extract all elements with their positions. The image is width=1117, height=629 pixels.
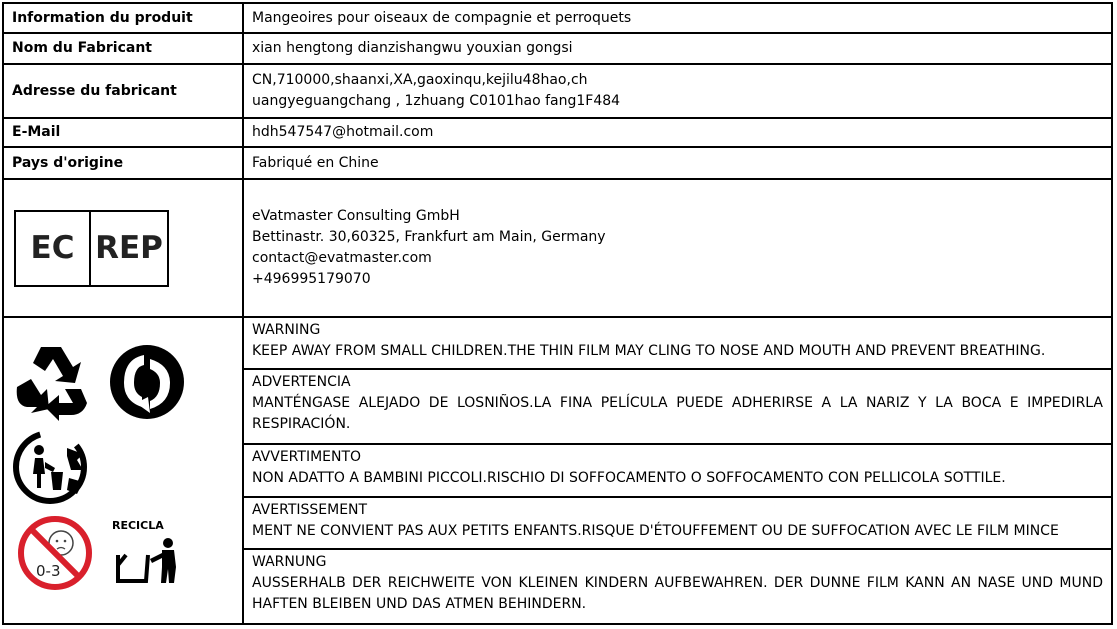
warning-text: MANTÉNGASE ALEJADO DE LOSNIÑOS.LA FINA PELÍCULA PUEDE ADHERIRSE A LA NARIZ Y LA BOCA E IMPEDIRLA RESPIRACIÓN. bbox=[252, 395, 1103, 432]
warning-block bbox=[244, 370, 1111, 445]
warning-text: KEEP AWAY FROM SMALL CHILDREN.THE THIN FILM MAY CLING TO NOSE AND MOUTH AND PREVENT BREATHING. bbox=[252, 343, 1046, 359]
no-children-icon bbox=[17, 515, 93, 591]
row-value bbox=[243, 64, 1112, 118]
ec-rep-line: +496995179070 bbox=[252, 271, 371, 287]
recicla-icon bbox=[112, 537, 182, 587]
product-info-table bbox=[2, 2, 1113, 625]
address-line: uangyeguangchang , 1zhuang C0101hao fang1F484 bbox=[252, 93, 621, 109]
table-row bbox=[3, 179, 1112, 317]
row-label: Adresse du fabricant bbox=[3, 64, 243, 118]
green-dot-icon bbox=[108, 343, 186, 421]
recycle-icon bbox=[11, 343, 91, 421]
ec-rep-line: eVatmaster Consulting GmbH bbox=[252, 208, 460, 224]
recicla-label: RECICLA bbox=[112, 519, 164, 532]
rep-label: REP bbox=[95, 229, 163, 266]
row-label: E-Mail bbox=[3, 118, 243, 147]
ec-rep-line: contact@evatmaster.com bbox=[252, 250, 432, 266]
warning-title: ADVERTENCIA bbox=[252, 374, 351, 390]
ec-label: EC bbox=[16, 212, 91, 285]
warning-block bbox=[244, 445, 1111, 498]
warning-title: WARNUNG bbox=[252, 554, 327, 570]
ec-rep-cell bbox=[3, 179, 243, 317]
row-label: Nom du Fabricant bbox=[3, 33, 243, 64]
table-row bbox=[3, 3, 1112, 33]
warning-text: MENT NE CONVIENT PAS AUX PETITS ENFANTS.RISQUE D'ÉTOUFFEMENT OU DE SUFFOCATION AVEC LE FILM MINCE bbox=[252, 523, 1059, 539]
table-row bbox=[3, 33, 1112, 64]
warning-title: AVVERTIMENTO bbox=[252, 449, 362, 465]
warning-block bbox=[244, 318, 1111, 370]
row-value: xian hengtong dianzishangwu youxian gongsi bbox=[243, 33, 1112, 64]
table-row bbox=[3, 118, 1112, 147]
row-value: Fabriqué en Chine bbox=[243, 147, 1112, 179]
warning-block bbox=[244, 498, 1111, 550]
row-label: Pays d'origine bbox=[3, 147, 243, 179]
warning-title: AVERTISSEMENT bbox=[252, 502, 368, 518]
warnings-cell bbox=[243, 317, 1112, 624]
address-line: CN,710000,shaanxi,XA,gaoxinqu,kejilu48hao,ch bbox=[252, 72, 588, 88]
table-row bbox=[3, 64, 1112, 118]
row-label: Information du produit bbox=[3, 3, 243, 33]
ec-rep-icon bbox=[14, 210, 169, 287]
age-range-label: 0-3 bbox=[36, 562, 61, 580]
warning-text: AUSSERHALB DER REICHWEITE VON KLEINEN KINDERN AUFBEWAHREN. DER DUNNE FILM KANN AN NASE UND MUND HAFTEN BLEIBEN UND DAS ATMEN BEHINDERN. bbox=[252, 575, 1103, 612]
row-value: Mangeoires pour oiseaux de compagnie et perroquets bbox=[243, 3, 1112, 33]
ec-rep-line: Bettinastr. 30,60325, Frankfurt am Main, Germany bbox=[252, 229, 606, 245]
warning-block bbox=[244, 550, 1111, 623]
tidyman-recycle-icon bbox=[11, 428, 91, 506]
ec-rep-details bbox=[243, 179, 1112, 317]
warning-text: NON ADATTO A BAMBINI PICCOLI.RISCHIO DI SOFFOCAMENTO O SOFFOCAMENTO CON PELLICOLA SOTTILE. bbox=[252, 470, 1006, 486]
row-value: hdh547547@hotmail.com bbox=[243, 118, 1112, 147]
table-row bbox=[3, 147, 1112, 179]
warning-title: WARNING bbox=[252, 322, 321, 338]
